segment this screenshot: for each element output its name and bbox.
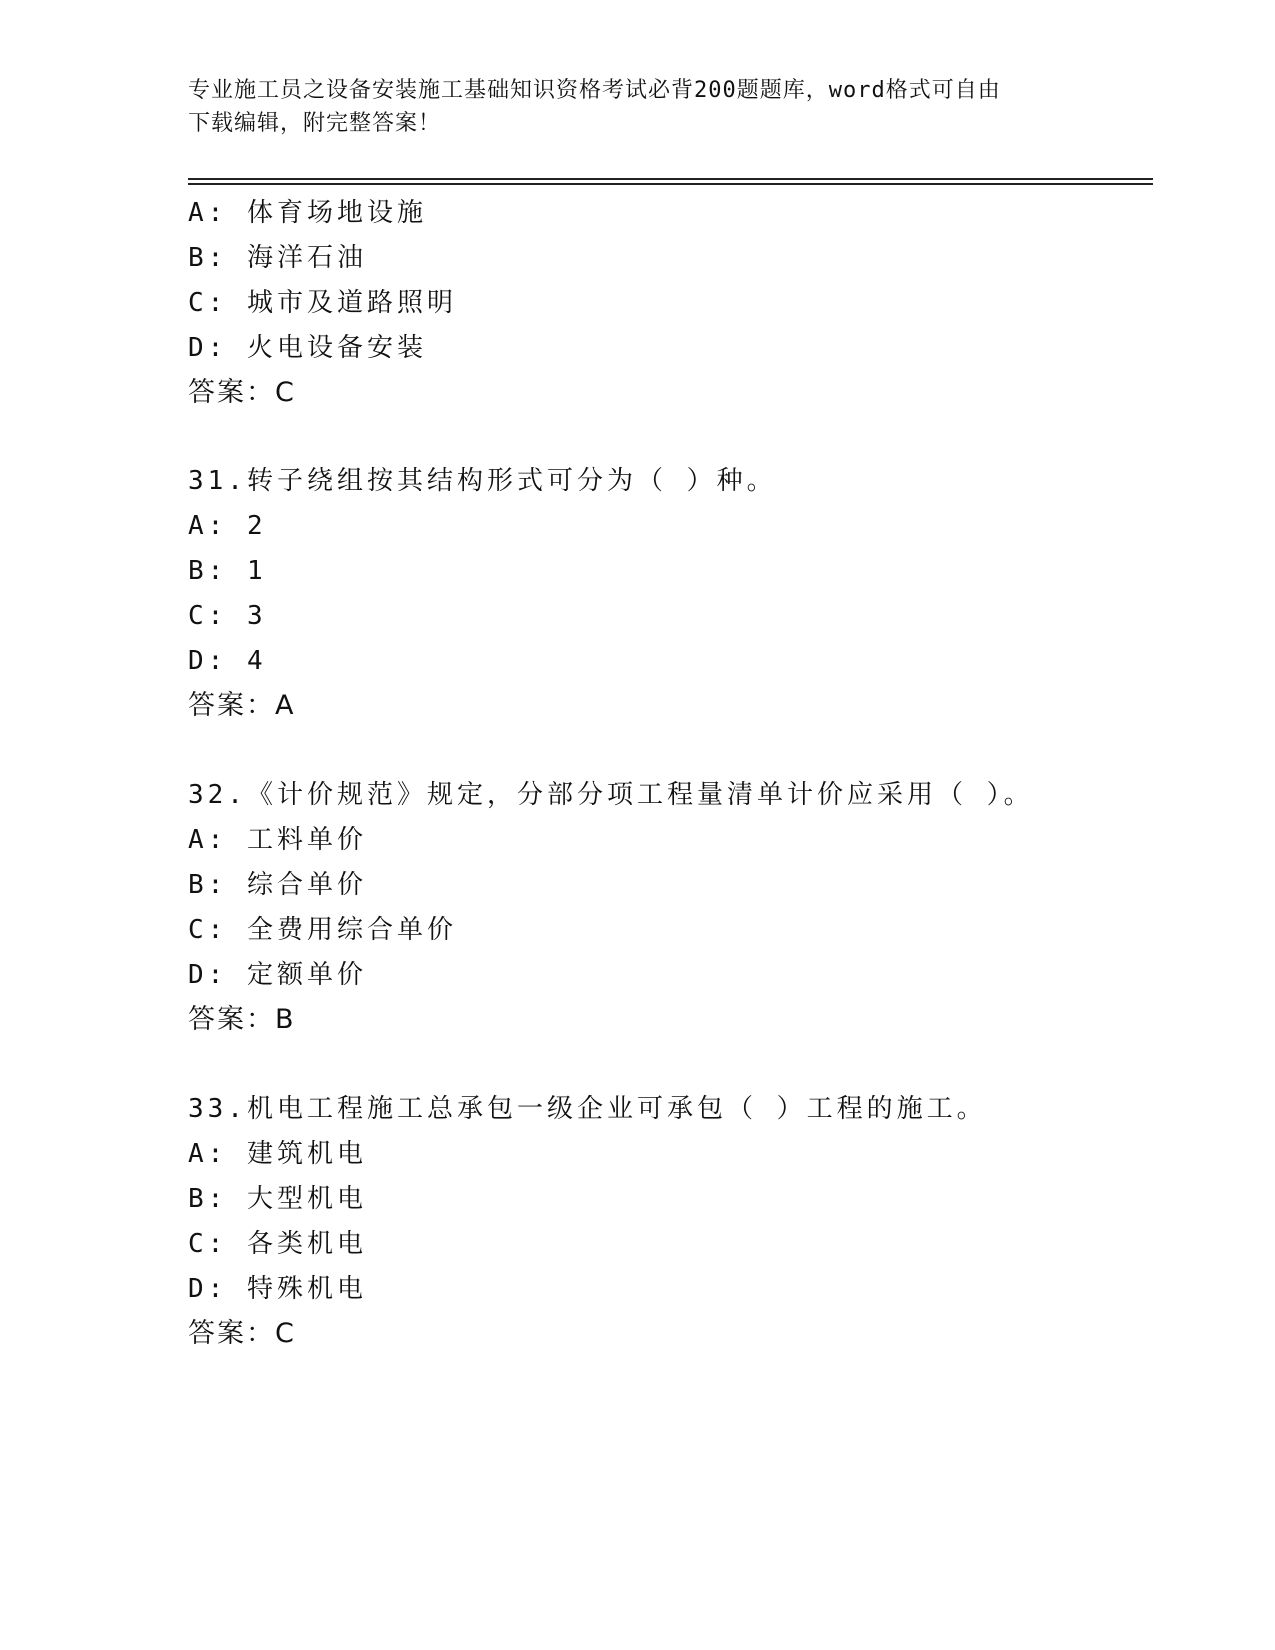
q32-stem: 32.《计价规范》规定，分部分项工程量清单计价应采用（ ）。 xyxy=(188,780,1034,810)
q33-option-a: A: 建筑机电 xyxy=(188,1139,367,1169)
q33-stem: 33.机电工程施工总承包一级企业可承包（ ）工程的施工。 xyxy=(188,1094,987,1124)
q30-option-b: B: 海洋石油 xyxy=(188,243,367,273)
q31-stem: 31.转子绕组按其结构形式可分为（ ）种。 xyxy=(188,466,777,496)
q32-option-c: C: 全费用综合单价 xyxy=(188,915,457,945)
q33-option-c: C: 各类机电 xyxy=(188,1229,367,1259)
q32-option-d: D: 定额单价 xyxy=(188,960,367,990)
q32-option-b: B: 综合单价 xyxy=(188,870,367,900)
q31-option-d: D: 4 xyxy=(188,646,267,676)
q30-option-a: A: 体育场地设施 xyxy=(188,198,427,228)
header-title-line-2: 下载编辑，附完整答案！ xyxy=(188,111,442,136)
header-divider-bottom xyxy=(188,183,1153,185)
q33-option-b: B: 大型机电 xyxy=(188,1184,367,1214)
q31-option-b: B: 1 xyxy=(188,556,267,586)
document-header xyxy=(188,74,1088,140)
header-divider-top xyxy=(188,178,1153,180)
q32-option-a: A: 工料单价 xyxy=(188,825,367,855)
q31-option-a: A: 2 xyxy=(188,511,267,541)
q31-answer: 答案：A xyxy=(188,690,296,721)
q32-answer: 答案：B xyxy=(188,1004,296,1035)
header-title-line-1: 专业施工员之设备安装施工基础知识资格考试必背200题题库，word格式可自由 xyxy=(188,78,1001,103)
q33-answer: 答案：C xyxy=(188,1318,296,1349)
q31-option-c: C: 3 xyxy=(188,601,267,631)
q30-option-d: D: 火电设备安装 xyxy=(188,333,427,363)
q33-option-d: D: 特殊机电 xyxy=(188,1274,367,1304)
q30-answer: 答案：C xyxy=(188,377,296,408)
q30-option-c: C: 城市及道路照明 xyxy=(188,288,457,318)
